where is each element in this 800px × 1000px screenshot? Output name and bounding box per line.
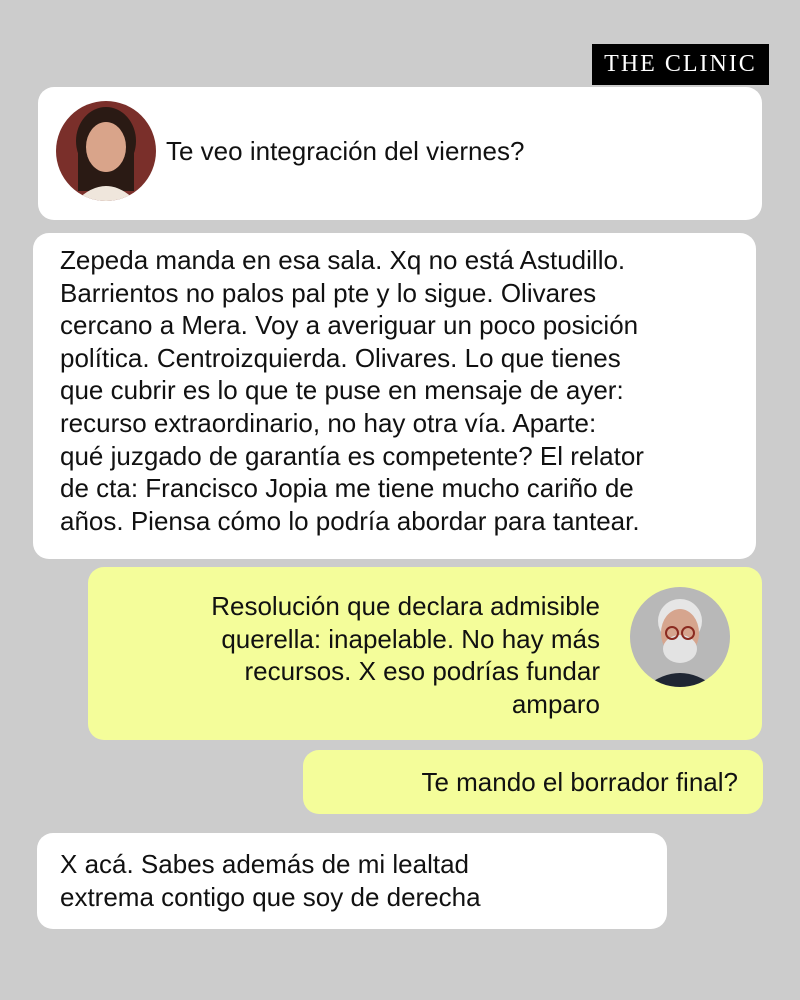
the-clinic-logo: THE CLINIC: [592, 44, 769, 85]
message-line: recursos. X eso podrías fundar: [244, 656, 600, 687]
message-line: querella: inapelable. No hay más: [221, 623, 600, 654]
message-line: recurso extraordinario, no hay otra vía. Aparte:: [60, 407, 597, 438]
message-line: qué juzgado de garantía es competente? El relator: [60, 440, 644, 471]
message-line: años. Piensa cómo lo podría abordar para tantear.: [60, 505, 640, 536]
message-text: Te mando el borrador final?: [421, 767, 738, 797]
message-bubble-incoming: [33, 233, 756, 559]
message-text: [211, 590, 600, 720]
message-line: política. Centroizquierda. Olivares. Lo que tienes: [60, 342, 621, 373]
message-line: Zepeda manda en esa sala. Xq no está Astudillo.: [60, 245, 626, 275]
message-text: Te veo integración del viernes?: [166, 136, 525, 166]
message-line: X acá. Sabes además de mi lealtad: [60, 849, 470, 879]
message-line: Barrientos no palos pal pte y lo sigue. Olivares: [60, 277, 597, 308]
message-line: que cubrir es lo que te puse en mensaje de ayer:: [60, 375, 624, 406]
message-bubble-incoming: [38, 87, 762, 220]
message-line: Resolución que declara admisible: [211, 591, 600, 621]
man-avatar: [630, 587, 730, 687]
message-line: de cta: Francisco Jopia me tiene mucho cariño de: [60, 473, 634, 504]
message-line: amparo: [511, 688, 600, 719]
message-bubble-incoming: [37, 833, 667, 929]
message-bubble-outgoing: [303, 750, 763, 814]
woman-avatar: [56, 101, 156, 201]
message-bubble-outgoing: [88, 567, 762, 740]
message-line: extrema contigo que soy de derecha: [60, 881, 481, 912]
message-line: cercano a Mera. Voy a averiguar un poco posición: [60, 310, 639, 341]
